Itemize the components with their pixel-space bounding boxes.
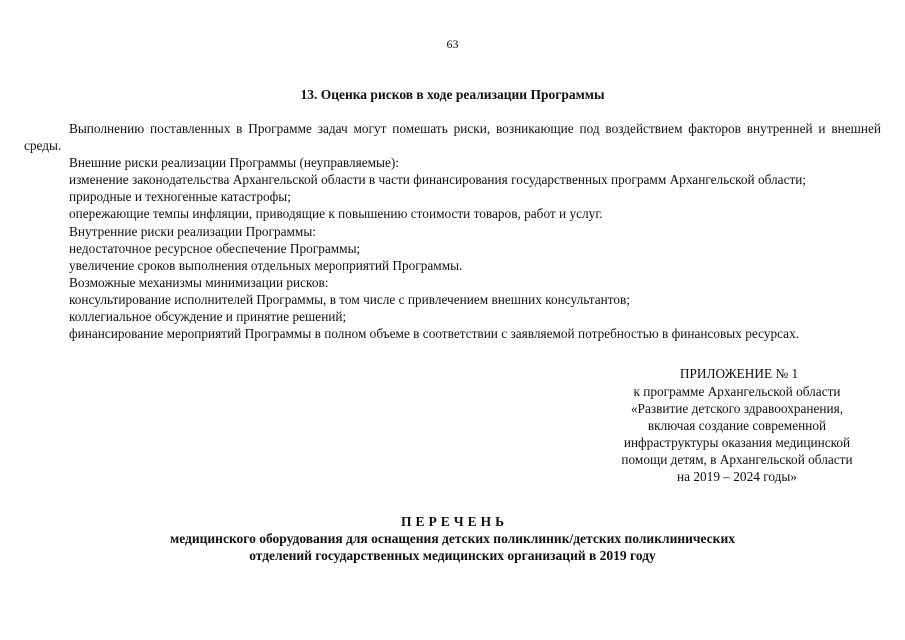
paragraph-mitigation-1: консультирование исполнителей Программы, в том числе с привлечением внешних консультантов; [69, 291, 631, 307]
paragraph-external-risk-3: опережающие темпы инфляции, приводящие к повышению стоимости товаров, работ и услуг. [69, 206, 603, 222]
appendix-line: к программе Архангельской области [633, 384, 841, 399]
appendix-line: инфраструктуры оказания медицинской [623, 435, 851, 450]
appendix-line: включая создание современной [647, 418, 827, 433]
paragraph-internal-risks-heading: Внутренние риски реализации Программы: [69, 223, 316, 239]
paragraph-mitigation-heading: Возможные механизмы минимизации рисков: [69, 274, 329, 290]
appendix-line: на 2019 – 2024 годы» [677, 469, 797, 484]
paragraph-mitigation-3: финансирование мероприятий Программы в полном объеме в соответствии с заявляемой потребностью в финансовых ресурсах. [69, 326, 800, 342]
paragraph-external-risk-2: природные и техногенные катастрофы; [69, 189, 291, 205]
list-title: ПЕРЕЧЕНЬ [400, 514, 509, 529]
equipment-list-heading [0, 513, 905, 564]
appendix-line: помощи детям, в Архангельской области [621, 452, 853, 467]
appendix-line: «Развитие детского здравоохранения, [630, 401, 844, 416]
list-subtitle-line: отделений государственных медицинских организаций в 2019 году [249, 548, 656, 563]
paragraph-external-risks-heading: Внешние риски реализации Программы (неуправляемые): [69, 155, 400, 171]
paragraph-internal-risk-1: недостаточное ресурсное обеспечение Программы; [69, 240, 361, 256]
section-title: 13. Оценка рисков в ходе реализации Программы [300, 87, 605, 102]
risk-assessment-body [24, 120, 881, 342]
paragraph-external-risk-1: изменение законодательства Архангельской области в части финансирования государственных программ Архангельской области; [69, 172, 807, 188]
appendix-title: ПРИЛОЖЕНИЕ № 1 [679, 366, 799, 381]
list-subtitle-line: медицинского оборудования для оснащения детских поликлиник/детских поликлинических [170, 531, 735, 546]
paragraph-internal-risk-2: увеличение сроков выполнения отдельных мероприятий Программы. [69, 257, 463, 273]
page-number: 63 [446, 37, 459, 51]
paragraph-mitigation-2: коллегиальное обсуждение и принятие решений; [69, 309, 347, 325]
paragraph-intro: Выполнению поставленных в Программе задач могут помешать риски, возникающие под воздействием факторов внутренней и внешней среды. [24, 121, 881, 154]
appendix-block [587, 365, 887, 485]
